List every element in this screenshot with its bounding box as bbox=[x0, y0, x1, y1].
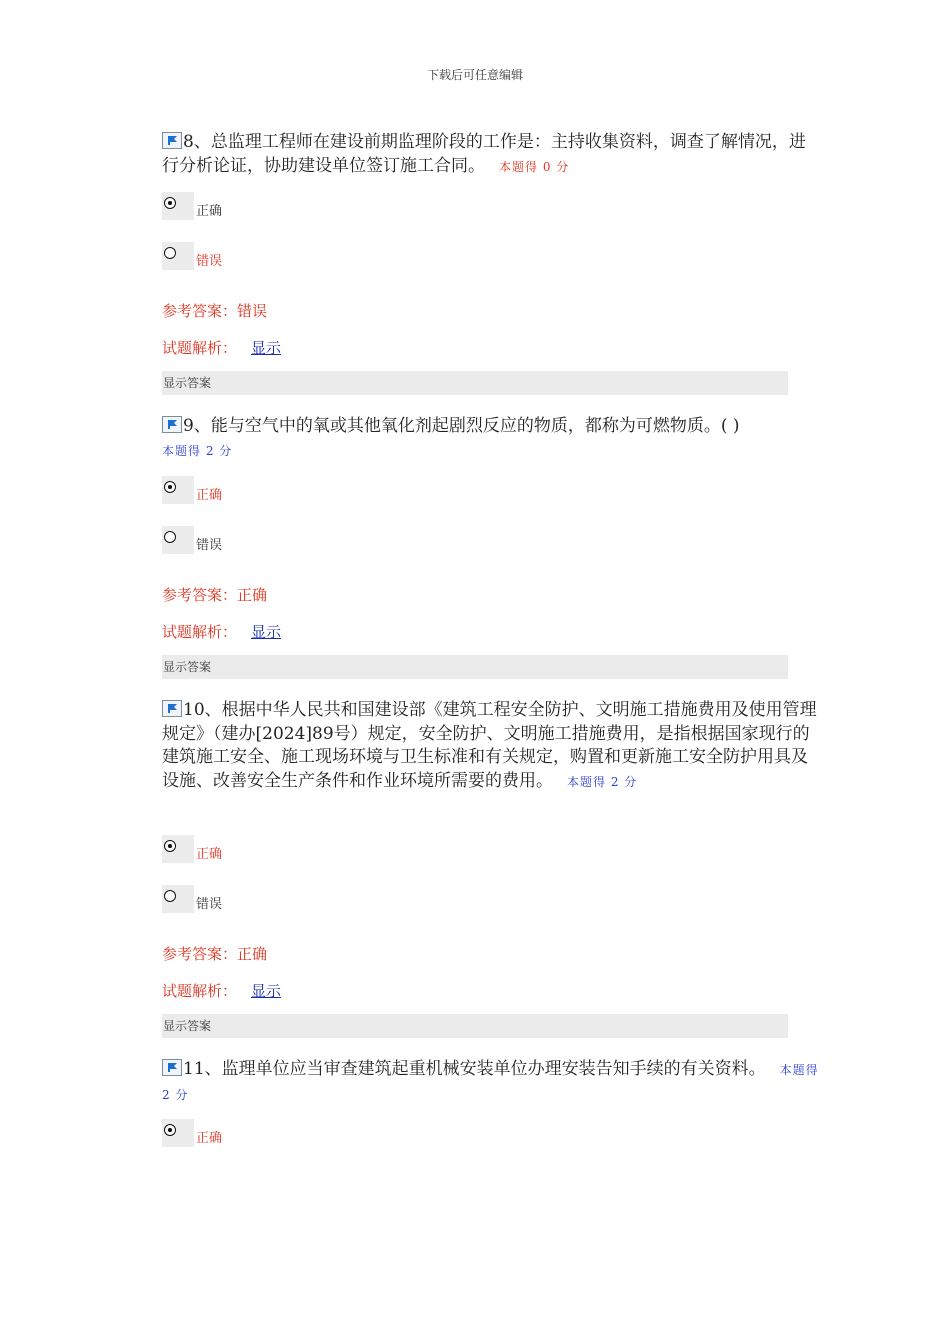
score-label: 本题得 2 分 bbox=[567, 774, 638, 789]
question-text: 11、监理单位应当审查建筑起重机械安装单位办理安装告知手续的有关资料。 本题得 2 分 bbox=[162, 1059, 819, 1102]
score-label: 本题得 0 分 bbox=[499, 159, 570, 174]
show-analysis-link[interactable]: 显示 bbox=[251, 623, 282, 641]
option-true[interactable]: 正确 bbox=[162, 835, 222, 863]
question-10 bbox=[162, 699, 822, 794]
question-8 bbox=[162, 131, 822, 179]
radio-empty[interactable] bbox=[162, 242, 194, 270]
option-true[interactable]: 正确 bbox=[162, 192, 222, 220]
question-text: 10、根据中华人民共和国建设部《建筑工程安全防护、文明施工措施费用及使用管理规定》（建办[2024]89号）规定，安全防护、文明施工措施费用，是指根据国家现行的建筑施工安全、施工现场环境与卫生标准和有关规定，购置和更新施工安全防护用具及设施、改善安全生产条件和作业环境所需要的费用。 本题得 2 分 bbox=[162, 700, 817, 791]
reference-answer: 参考答案：错误 bbox=[162, 302, 268, 320]
question-flag-icon bbox=[162, 416, 182, 433]
reference-answer: 参考答案：正确 bbox=[162, 945, 268, 963]
radio-selected[interactable] bbox=[162, 476, 194, 504]
score-label: 本题得 2 分 bbox=[162, 443, 233, 458]
radio-empty[interactable] bbox=[162, 526, 194, 554]
radio-selected[interactable] bbox=[162, 835, 194, 863]
option-true[interactable]: 正确 bbox=[162, 476, 222, 504]
question-9 bbox=[162, 415, 822, 463]
analysis-row: 试题解析： 显示 bbox=[162, 339, 282, 357]
question-11 bbox=[162, 1058, 822, 1107]
show-analysis-link[interactable]: 显示 bbox=[251, 982, 282, 1000]
question-text: 8、总监理工程师在建设前期监理阶段的工作是：主持收集资料，调查了解情况，进行分析论证，协助建设单位签订施工合同。 本题得 0 分 bbox=[162, 132, 806, 176]
question-flag-icon bbox=[162, 132, 182, 149]
radio-empty[interactable] bbox=[162, 885, 194, 913]
show-analysis-link[interactable]: 显示 bbox=[251, 339, 282, 357]
question-flag-icon bbox=[162, 1059, 182, 1076]
analysis-row: 试题解析： 显示 bbox=[162, 623, 282, 641]
score-label: 本题得 2 分 bbox=[162, 1063, 819, 1102]
page-header: 下载后可任意编辑 bbox=[426, 68, 523, 82]
option-true[interactable]: 正确 bbox=[162, 1119, 222, 1147]
reference-answer: 参考答案：正确 bbox=[162, 586, 268, 604]
show-answer-bar[interactable]: 显示答案 bbox=[162, 371, 788, 395]
option-false[interactable]: 错误 bbox=[162, 885, 222, 913]
show-answer-bar[interactable]: 显示答案 bbox=[162, 655, 788, 679]
option-false[interactable]: 错误 bbox=[162, 242, 222, 270]
radio-selected[interactable] bbox=[162, 1119, 194, 1147]
option-false[interactable]: 错误 bbox=[162, 526, 222, 554]
show-answer-bar[interactable]: 显示答案 bbox=[162, 1014, 788, 1038]
question-text: 9、能与空气中的氧或其他氧化剂起剧烈反应的物质，都称为可燃物质。( ) 本题得 2 分 bbox=[162, 416, 740, 458]
analysis-row: 试题解析： 显示 bbox=[162, 982, 282, 1000]
question-flag-icon bbox=[162, 700, 182, 717]
radio-selected[interactable] bbox=[162, 192, 194, 220]
